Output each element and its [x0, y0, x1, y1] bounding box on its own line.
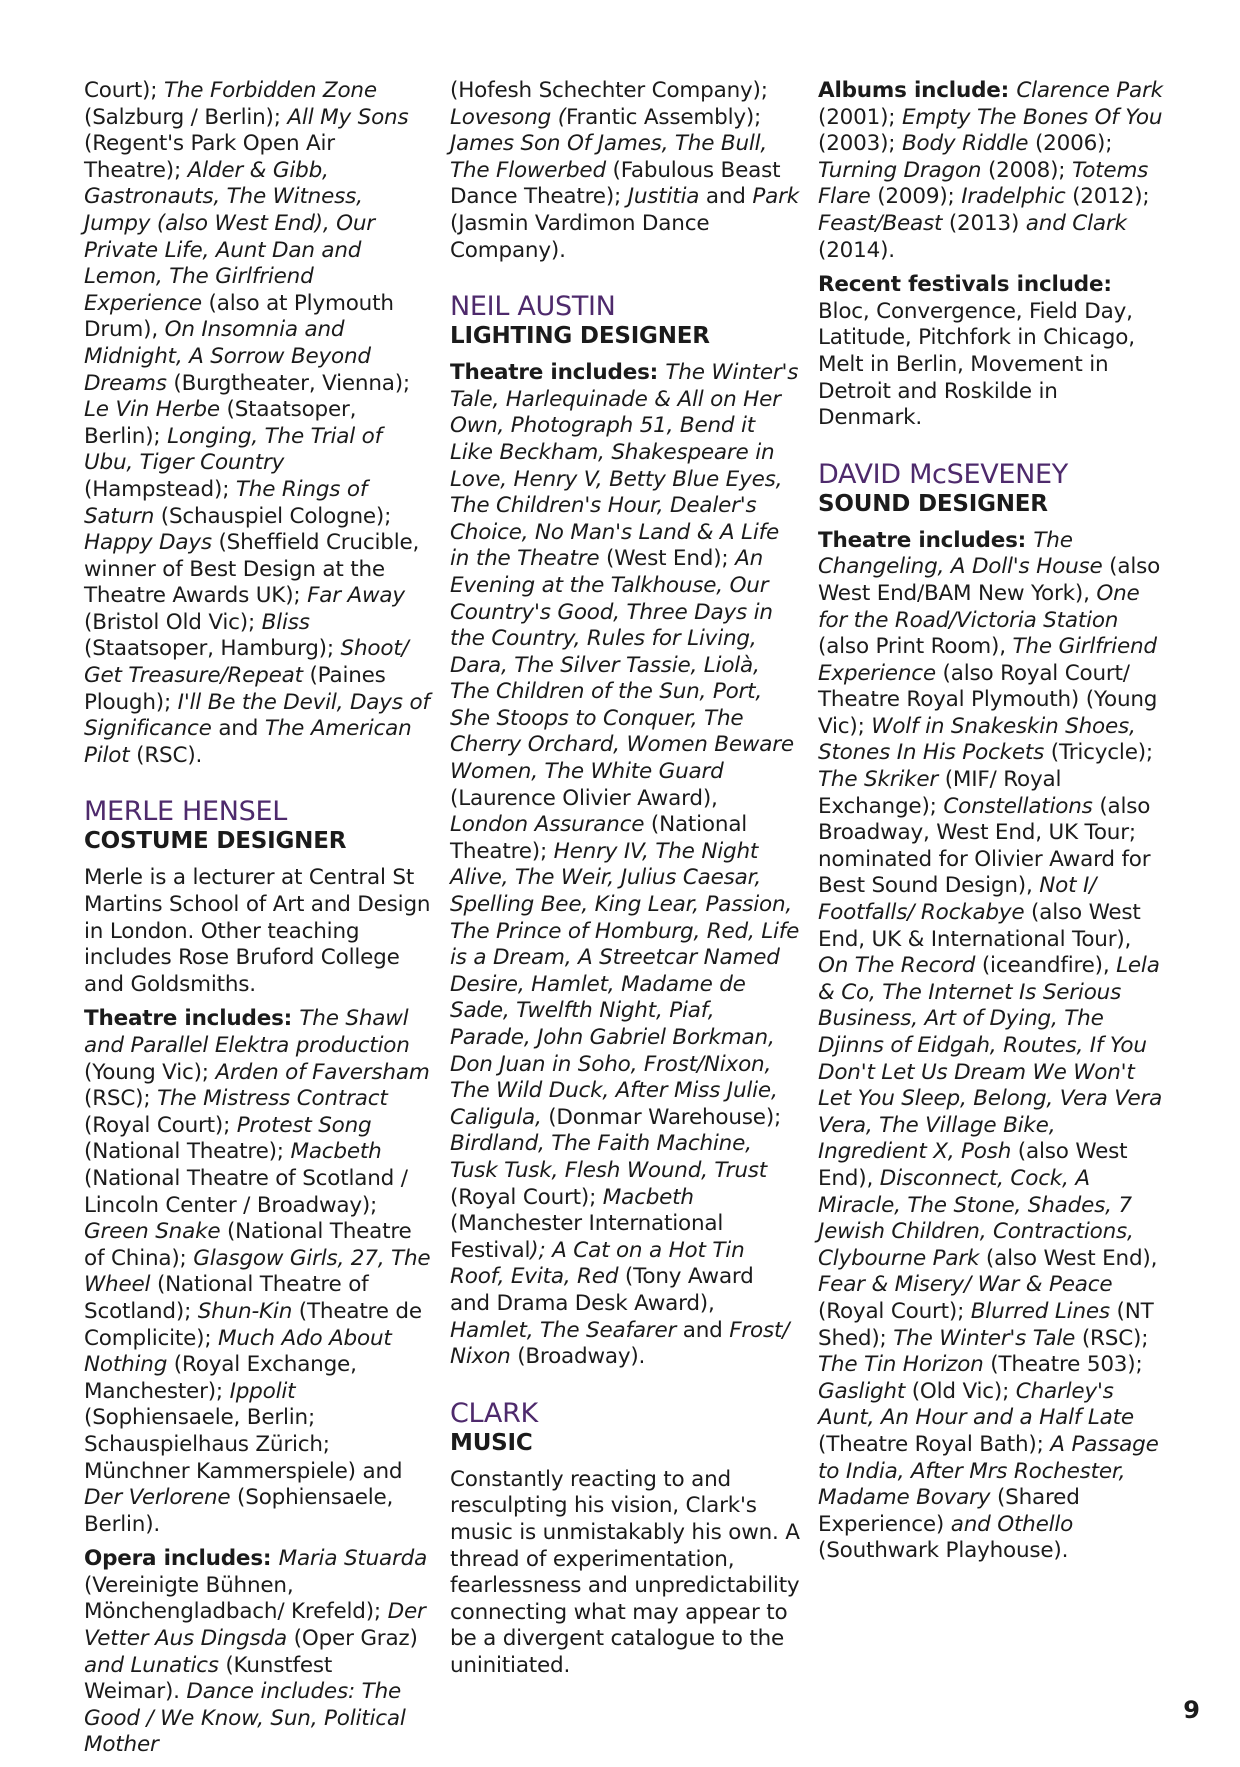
credit-text: (Laurence Olivier Award), — [450, 785, 718, 811]
production-title: Empty The Bones Of You — [901, 104, 1163, 130]
credit-text: (Southwark Playhouse). — [818, 1538, 1069, 1564]
credit-text: (2013) — [942, 210, 1026, 236]
credit-text: (Young Vic); — [84, 1059, 216, 1085]
clark-bio: Constantly reacting to and resculpting his vision, Clark's music is unmistakably his own. A thread of experimentation, fearlessness and unpredictability connecting what may appear to be a divergent catalogue to the uninitiated. — [450, 1466, 800, 1678]
credit-text: and — [211, 716, 265, 742]
section-label: Opera includes: — [84, 1546, 279, 1572]
festivals-text: Bloc, Convergence, Field Day, Latitude, Pitchfork in Chicago, Melt in Berlin, Movement in Detroit and Roskilde in Denmark. — [818, 298, 1135, 431]
credit-text: (Tricycle); — [1044, 740, 1153, 766]
production-title: On The Record — [818, 953, 976, 979]
credit-text: (also at Plymouth Drum), — [84, 290, 394, 343]
credit-text: (Sophiensaele, Berlin; Schauspielhaus Zürich; Münchner Kammerspiele) and — [84, 1405, 403, 1484]
credit-text: (Sheffield Crucible, winner of Best Design at the Theatre Awards UK); — [84, 530, 420, 609]
production-title: and Lunatics — [84, 1652, 219, 1678]
credit-text: (Kunstfest Weimar). — [84, 1652, 333, 1705]
credit-text: (Staatsoper, Hamburg); — [84, 636, 341, 662]
credit-text: (Oper Graz) — [287, 1626, 418, 1652]
credit-text: (Theatre Royal Bath); — [818, 1431, 1051, 1457]
credit-text: (National Theatre); — [84, 1139, 291, 1165]
credit-text: (Fabulous Beast Dance Theatre); — [450, 157, 781, 210]
credit-text: (West End); — [599, 546, 736, 572]
production-title: Der Verlorene — [84, 1485, 231, 1511]
hensel-theatre-credits — [84, 1006, 434, 1538]
credit-text: (Royal Court); — [818, 1298, 971, 1324]
credit-text: (Burgtheater, Vienna); — [166, 370, 410, 396]
credit-text: (also West End, UK & International Tour), — [818, 900, 1141, 952]
production-title: Macbeth — [290, 1139, 382, 1165]
production-title: Le Vin Herbe — [84, 397, 220, 423]
production-title: Bliss — [261, 609, 310, 635]
section-label: Theatre includes: — [818, 527, 1034, 553]
production-title: The Changeling, A Doll's House — [818, 527, 1103, 580]
credit-text: (2012); — [1065, 184, 1150, 210]
credit-text: (Royal Court); — [84, 1112, 237, 1138]
production-title: Lovesong ( — [450, 104, 566, 130]
production-title: The Winter's Tale, Harlequinade & All on Her Own, Photograph 51, Bend it Like Beckham, Shakespeare in Love, Henry V, Betty Blue Eyes, The Children's Hour, Dealer's Choice, No Man's Land & A Life in the Theatre — [450, 360, 799, 572]
credit-text: (2008); — [981, 157, 1072, 183]
hensel-opera-credits — [84, 1546, 434, 1759]
credit-text: (Theatre de Complicite); — [84, 1298, 422, 1351]
production-title: All My Sons — [287, 104, 409, 130]
designer-role-lighting: LIGHTING DESIGNER — [450, 323, 710, 350]
credit-text: (iceandfire), — [975, 953, 1117, 979]
production-title: The Forbidden Zone — [163, 78, 377, 103]
credit-text: Frantic Assembly); — [565, 104, 762, 130]
clark-albums — [818, 78, 1163, 264]
credit-text: (2006); — [1028, 131, 1113, 157]
page-number: 9 — [1183, 1696, 1200, 1724]
credit-text: (National Theatre of Scotland / Lincoln Center / Broadway); — [84, 1165, 408, 1218]
credit-text: (also West End), — [979, 1245, 1158, 1271]
production-title: James Son Of James, The Bull, The Flowerbed — [450, 131, 768, 183]
credit-text: (Paines Plough); — [84, 663, 386, 715]
credit-text: (NT Shed); — [818, 1298, 1154, 1351]
credit-text: (Salzburg / Berlin); — [84, 104, 288, 130]
credit-text: (Bristol Old Vic); — [84, 609, 262, 635]
column-2 — [450, 78, 800, 1687]
designer-name-david-mcseveney: DAVID McSEVENEY — [818, 458, 1068, 490]
production-title: Shun-Kin — [197, 1298, 293, 1324]
production-title: Henry IV, The Night Alive, The Weir, Julius Caesar, Spelling Bee, King Lear, Passion, The Prince of Homburg, Red, Life is a Dream, A Streetcar Named Desire, Hamlet, Madame de Sade, Twelfth Night, Piaf, Parade, John Gabriel Borkman, Don Juan in Soho, Frost/Nixon, The Wild Duck, After Miss Julie, Caligula, — [450, 838, 800, 1130]
production-title: Ippolit — [229, 1378, 296, 1404]
designer-role-costume: COSTUME DESIGNER — [84, 828, 347, 855]
designer-role-sound: SOUND DESIGNER — [818, 490, 1048, 517]
designer-name-clark: CLARK — [450, 1397, 538, 1429]
production-title: Dance includes: The Good / We Know, Sun, Political Mother — [84, 1679, 406, 1758]
credit-text: (Manchester International Festival — [450, 1211, 724, 1263]
production-title: Gaslight — [818, 1378, 906, 1404]
production-title: London Assurance — [450, 812, 645, 838]
production-title: Feast/Beast — [818, 210, 943, 236]
credit-text: (Hampstead); — [84, 476, 236, 502]
production-title: Iradelphic — [961, 184, 1066, 210]
credit-text: (Regent's Park Open Air Theatre); — [84, 131, 335, 183]
hensel-continuation — [450, 78, 800, 264]
production-title: ); A Cat on a Hot Tin Roof, Evita, Red — [450, 1237, 745, 1290]
credit-text: (also West End/BAM New York), — [818, 554, 1161, 606]
credit-text: and — [699, 184, 753, 210]
production-title: The Girlfriend Experience — [818, 634, 1157, 686]
credit-text: (also Royal Court/ Theatre Royal Plymouth) (Young Vic); — [818, 660, 1158, 739]
credit-text: (Tony Award and Drama Desk Award), — [450, 1264, 754, 1316]
credit-text: (RSC); — [1075, 1325, 1149, 1351]
production-title: Clarence Park — [1016, 78, 1163, 103]
credit-text: (also Broadway, West End, UK Tour; nominated for Olivier Award for Best Sound Design), — [818, 793, 1151, 899]
production-title: The Shawl and Parallel Elektra production — [84, 1006, 410, 1058]
credit-text: (Royal Exchange, Manchester); — [84, 1352, 357, 1404]
credit-text: (Donmar Warehouse); — [541, 1104, 782, 1130]
production-title: A Passage to India, After Mrs Rochester, Madame Bovary — [818, 1431, 1159, 1511]
credit-text: (Staatsoper, Berlin); — [84, 397, 357, 449]
production-title: An Evening at the Talkhouse, Our Country's Good, Three Days in the Country, Rules for Living, Dara, The Silver Tassie, Liolà, The Children of the Sun, Port, She Stoops to Conquer, The Cherry Orchard, Women Beware Women, The White Guard — [450, 546, 794, 785]
credit-text: (Sophiensaele, Berlin). — [84, 1485, 394, 1537]
production-title: The Winter's Tale — [893, 1325, 1076, 1351]
austin-theatre-credits — [450, 360, 800, 1371]
production-title: The Rings of Saturn — [84, 476, 368, 529]
credit-text: (Royal Court); — [450, 1184, 603, 1210]
production-title: Der Vetter Aus Dingsda — [84, 1599, 426, 1652]
production-title: The American Pilot — [84, 716, 412, 768]
credit-text: (Theatre 503); — [983, 1352, 1143, 1378]
credit-text: (2014). — [818, 237, 895, 263]
designer-role-music: MUSIC — [450, 1429, 533, 1456]
production-title: Wolf in Snakeskin Shoes, Stones In His Pockets — [818, 713, 1136, 766]
credit-text: (also Print Room), — [818, 634, 1013, 660]
production-title: The Tin Horizon — [818, 1352, 984, 1378]
production-title: Happy Days — [84, 530, 212, 556]
credit-text: (RSC); — [84, 1086, 158, 1112]
production-title: Constellations — [943, 793, 1093, 819]
production-title: On Insomnia and Midnight, A Sorrow Beyond Dreams — [84, 317, 371, 396]
section-label: Albums include: — [818, 78, 1017, 103]
production-title: Green Snake — [84, 1219, 221, 1245]
production-title: One for the Road/Victoria Station — [818, 580, 1140, 633]
production-title: Hamlet, The Seafarer — [450, 1317, 677, 1343]
production-title: Not I/ Footfalls/ Rockabye — [818, 873, 1097, 926]
clark-festivals — [818, 272, 1163, 432]
credit-text: (Old Vic); — [905, 1378, 1016, 1404]
production-title: and Clark — [1025, 210, 1127, 236]
credit-text: (National Theatre); — [450, 812, 748, 864]
production-title: Much Ado About Nothing — [84, 1325, 392, 1378]
production-title: and Othello — [950, 1511, 1074, 1537]
credit-text: (Schauspiel Cologne); — [154, 503, 392, 529]
credit-text: (Jasmin Vardimon Dance Company). — [450, 210, 710, 263]
production-title: Totems Flare — [818, 157, 1149, 210]
production-title: Disconnect, Cock, A Miracle, The Stone, Shades, 7 Jewish Children, Contractions, Clybourne Park — [818, 1165, 1134, 1271]
section-label: Theatre includes: — [450, 360, 666, 386]
column-1 — [84, 78, 434, 1767]
production-title: The Skriker — [818, 767, 939, 793]
mcseveney-theatre-credits — [818, 528, 1163, 1565]
production-title: Park — [752, 184, 800, 210]
credit-text: (2003); — [818, 131, 902, 157]
festivals-label: Recent festivals include: — [818, 272, 1112, 298]
production-title: Birdland, The Faith Machine, Tusk Tusk, Flesh Wound, Trust — [450, 1131, 767, 1183]
prev-bio-continuation — [84, 78, 434, 769]
column-3 — [818, 78, 1163, 1573]
production-title: Fear & Misery/ War & Peace — [818, 1272, 1113, 1298]
credit-text: Court); — [84, 78, 164, 103]
production-title: Turning Dragon — [818, 157, 982, 183]
production-title: Frost/ Nixon — [450, 1317, 790, 1370]
production-title: Blurred Lines — [970, 1298, 1110, 1324]
production-title: Glasgow Girls, 27, The Wheel — [84, 1245, 431, 1298]
credit-text: (Shared Experience) — [818, 1485, 1080, 1537]
credit-text: (2001); — [818, 104, 902, 130]
production-title: Macbeth — [602, 1184, 694, 1210]
production-title: Body Riddle — [901, 131, 1029, 157]
credit-text: (RSC). — [129, 742, 203, 768]
production-title: Charley's Aunt, An Hour and a Half Late — [818, 1378, 1134, 1431]
production-title: The Mistress Contract — [157, 1086, 388, 1112]
designer-name-merle-hensel: MERLE HENSEL — [84, 796, 288, 828]
production-title: Protest Song — [236, 1112, 372, 1138]
hensel-intro: Merle is a lecturer at Central St Martins School of Art and Design in London. Other teaching includes Rose Bruford College and Goldsmiths. — [84, 865, 431, 997]
credit-text: (National Theatre of Scotland); — [84, 1272, 369, 1324]
credit-text: (also West End), — [818, 1139, 1128, 1191]
production-title: I'll Be the Devil, Days of Significance — [84, 689, 430, 742]
credit-text: and — [676, 1317, 730, 1343]
production-title: Shoot/ Get Treasure/Repeat — [84, 636, 409, 689]
production-title: Alder & Gibb, Gastronauts, The Witness, Jumpy (also West End), Our Private Life, Aunt Dan and Lemon, The Girlfriend Experience — [84, 157, 375, 316]
credit-text: (2009); — [870, 184, 962, 210]
production-title: Lela & Co, The Internet Is Serious Business, Art of Dying, The Djinns of Eidgah, Routes, If You Don't Let Us Dream We Won't Let You Sleep, Belong, Vera Vera Vera, The Village Bike, Ingredient X, Posh — [818, 953, 1163, 1165]
production-title: Maria Stuarda — [278, 1546, 428, 1572]
designer-name-neil-austin: NEIL AUSTIN — [450, 291, 616, 323]
credit-text: (National Theatre of China); — [84, 1219, 412, 1271]
production-title: Justitia — [627, 184, 700, 210]
production-title: Longing, The Trial of Ubu, Tiger Country — [84, 423, 382, 476]
production-title: Far Away — [307, 583, 405, 609]
section-label: Theatre includes: — [84, 1006, 300, 1032]
credit-text: (Hofesh Schechter Company); — [450, 78, 768, 103]
production-title: Arden of Faversham — [215, 1059, 430, 1085]
credit-text: (MIF/ Royal Exchange); — [818, 767, 1062, 819]
credit-text: (Vereinigte Bühnen, Mönchengladbach/ Krefeld); — [84, 1572, 388, 1625]
credit-text: (Broadway). — [510, 1344, 646, 1370]
